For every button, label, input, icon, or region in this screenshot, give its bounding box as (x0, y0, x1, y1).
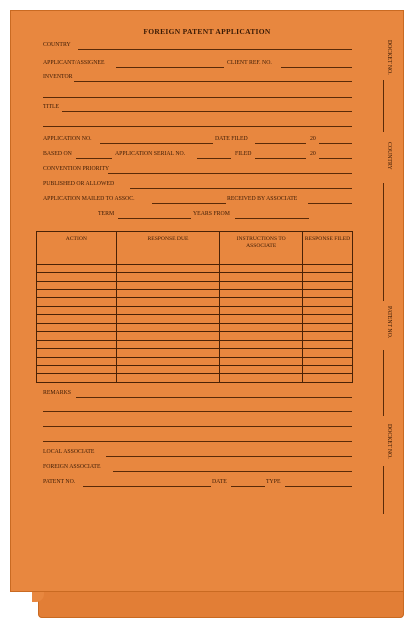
applicant-field[interactable] (116, 67, 224, 68)
table-cell[interactable] (220, 273, 303, 281)
convention-priority-field[interactable] (108, 173, 352, 174)
table-cell[interactable] (116, 349, 220, 357)
date-label: DATE (212, 479, 227, 485)
table-cell[interactable] (220, 264, 303, 272)
applicant-label: APPLICANT/ASSIGNEE (43, 60, 105, 66)
table-row (37, 357, 353, 365)
foreign-associate-label: FOREIGN ASSOCIATE (43, 464, 101, 470)
local-associate-field[interactable] (106, 456, 352, 457)
table-cell[interactable] (116, 374, 220, 383)
table-cell[interactable] (116, 281, 220, 289)
folder-front (10, 10, 404, 592)
table-cell[interactable] (303, 298, 353, 306)
table-header-row (37, 232, 353, 265)
table-cell[interactable] (37, 340, 117, 348)
table-cell[interactable] (220, 281, 303, 289)
filed-field[interactable] (255, 158, 306, 159)
table-cell[interactable] (116, 273, 220, 281)
published-label: PUBLISHED OR ALLOWED (43, 181, 115, 187)
table-cell[interactable] (303, 340, 353, 348)
table-cell[interactable] (303, 281, 353, 289)
table-cell[interactable] (220, 298, 303, 306)
table-cell[interactable] (220, 315, 303, 323)
table-cell[interactable] (37, 323, 117, 331)
table-cell[interactable] (303, 349, 353, 357)
country-field[interactable] (78, 49, 352, 50)
date-field[interactable] (231, 486, 265, 487)
table-cell[interactable] (37, 374, 117, 383)
client-ref-label: CLIENT REF. NO. (227, 60, 272, 66)
table-row (37, 365, 353, 373)
years-from-field[interactable] (235, 218, 309, 219)
mailed-label: APPLICATION MAILED TO ASSOC. (43, 196, 135, 202)
table-row (37, 281, 353, 289)
patent-no-label: PATENT NO. (43, 479, 76, 485)
col-action: ACTION (37, 232, 117, 265)
inventor-field[interactable] (74, 81, 352, 82)
side-patent-no: PATENT NO. (386, 306, 392, 339)
filed-label: FILED (235, 151, 252, 157)
country-label: COUNTRY (43, 42, 71, 48)
title-field[interactable] (62, 111, 352, 112)
side-country: COUNTRY (386, 142, 392, 170)
table-cell[interactable] (116, 365, 220, 373)
side-country-line[interactable] (383, 183, 384, 301)
inventor-label: INVENTOR (43, 74, 73, 80)
table-cell[interactable] (116, 298, 220, 306)
table-cell[interactable] (220, 340, 303, 348)
published-field[interactable] (130, 188, 352, 189)
table-cell[interactable] (303, 357, 353, 365)
table-cell[interactable] (303, 264, 353, 272)
table-row (37, 332, 353, 340)
year-prefix-1: 20 (310, 136, 316, 142)
remarks-line-4[interactable] (43, 441, 352, 442)
table-cell[interactable] (116, 306, 220, 314)
table-cell[interactable] (303, 290, 353, 298)
table-cell[interactable] (220, 332, 303, 340)
table-cell[interactable] (303, 306, 353, 314)
table-cell[interactable] (303, 323, 353, 331)
table-cell[interactable] (116, 340, 220, 348)
year-prefix-2: 20 (310, 151, 316, 157)
table-cell[interactable] (37, 290, 117, 298)
table-row (37, 315, 353, 323)
based-on-label: BASED ON (43, 151, 72, 157)
remarks-label: REMARKS (43, 390, 72, 396)
table-cell[interactable] (303, 332, 353, 340)
client-ref-field[interactable] (281, 67, 352, 68)
title-label: TITLE (43, 104, 60, 110)
table-cell[interactable] (116, 323, 220, 331)
years-from-label: YEARS FROM (193, 211, 230, 217)
col-instructions: INSTRUCTIONS TO ASSOCIATE (220, 232, 303, 265)
table-cell[interactable] (37, 281, 117, 289)
table-row (37, 264, 353, 272)
term-field[interactable] (118, 218, 191, 219)
table-cell[interactable] (37, 264, 117, 272)
remarks-line-3[interactable] (43, 426, 352, 427)
date-filed-field[interactable] (255, 143, 306, 144)
type-label: TYPE (266, 479, 281, 485)
table-row (37, 340, 353, 348)
remarks-field[interactable] (76, 397, 352, 398)
table-row (37, 298, 353, 306)
mailed-field[interactable] (152, 203, 226, 204)
table-cell[interactable] (37, 298, 117, 306)
table-cell[interactable] (303, 315, 353, 323)
application-no-label: APPLICATION NO. (43, 136, 92, 142)
based-on-field[interactable] (76, 158, 112, 159)
table-row (37, 273, 353, 281)
year-field-2[interactable] (319, 158, 352, 159)
serial-no-label: APPLICATION SERIAL NO. (115, 151, 186, 157)
table-cell[interactable] (220, 290, 303, 298)
table-cell[interactable] (303, 365, 353, 373)
table-cell[interactable] (116, 264, 220, 272)
table-cell[interactable] (303, 273, 353, 281)
title-field-extra[interactable] (43, 126, 352, 127)
type-field[interactable] (285, 486, 352, 487)
side-docket-bottom: DOCKET NO. (386, 424, 392, 459)
folder-tab (38, 588, 404, 618)
received-field[interactable] (308, 203, 352, 204)
file-folder (10, 10, 404, 618)
term-label: TERM (98, 211, 115, 217)
table-row (37, 306, 353, 314)
serial-no-field[interactable] (197, 158, 231, 159)
remarks-line-2[interactable] (43, 411, 352, 412)
table-row (37, 290, 353, 298)
table-cell[interactable] (116, 332, 220, 340)
table-cell[interactable] (303, 374, 353, 383)
table-cell[interactable] (116, 357, 220, 365)
table-row (37, 349, 353, 357)
table-cell[interactable] (37, 357, 117, 365)
col-response-due: RESPONSE DUE (116, 232, 220, 265)
convention-priority-label: CONVENTION PRIORITY (43, 166, 110, 172)
application-no-field[interactable] (100, 143, 213, 144)
inventor-field-extra[interactable] (43, 97, 352, 98)
foreign-associate-field[interactable] (113, 471, 352, 472)
side-docket-top: DOCKET NO. (386, 40, 392, 75)
table-cell[interactable] (37, 332, 117, 340)
action-table (36, 231, 353, 383)
table-cell[interactable] (37, 365, 117, 373)
table-cell[interactable] (116, 290, 220, 298)
table-cell[interactable] (220, 323, 303, 331)
table-row (37, 323, 353, 331)
received-label: RECEIVED BY ASSOCIATE (227, 196, 298, 202)
table-cell[interactable] (220, 349, 303, 357)
table-cell[interactable] (37, 273, 117, 281)
date-filed-label: DATE FILED (215, 136, 248, 142)
table-cell[interactable] (220, 374, 303, 383)
table-cell[interactable] (37, 349, 117, 357)
table-cell[interactable] (116, 315, 220, 323)
form-title: FOREIGN PATENT APPLICATION (143, 27, 271, 36)
table-cell[interactable] (220, 357, 303, 365)
side-docket-bottom-line[interactable] (383, 466, 384, 514)
local-associate-label: LOCAL ASSOCIATE (43, 449, 95, 455)
table-cell[interactable] (220, 365, 303, 373)
table-cell[interactable] (37, 315, 117, 323)
table-cell[interactable] (37, 306, 117, 314)
side-docket-top-line[interactable] (383, 80, 384, 132)
year-field-1[interactable] (319, 143, 352, 144)
table-cell[interactable] (220, 306, 303, 314)
table-row (37, 374, 353, 383)
col-response-filed: RESPONSE FILED (303, 232, 353, 265)
side-patent-no-line[interactable] (383, 350, 384, 416)
patent-no-field[interactable] (83, 486, 211, 487)
